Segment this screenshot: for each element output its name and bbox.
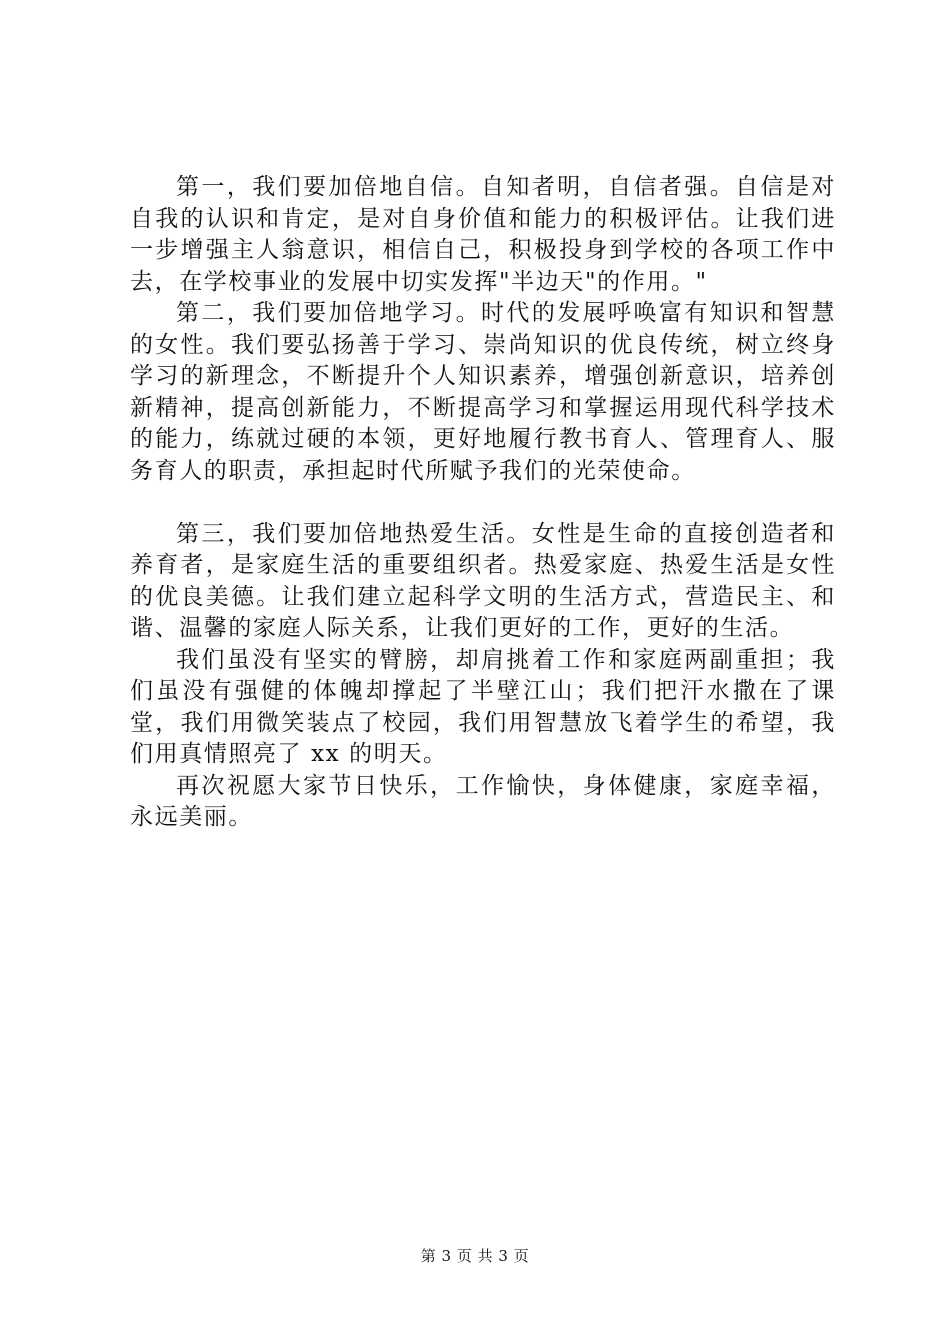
paragraph-confidence: 第一，我们要加倍地自信。自知者明，自信者强。自信是对自我的认识和肯定，是对自身价值和能力的积极评估。让我们进一步增强主人翁意识，相信自己，积极投身到学校的各项工作中去，在学校事业的发展中切实发挥"半边天"的作用。" (130, 174, 836, 295)
paragraph-shoulders: 我们虽没有坚实的臂膀，却肩挑着工作和家庭两副重担；我们虽没有强健的体魄却撑起了半壁江山；我们把汗水撒在了课堂，我们用微笑装点了校园，我们用智慧放飞着学生的希望，我们用真情照亮了 xx 的明天。 (130, 646, 836, 767)
document-body (130, 172, 836, 834)
paragraph-love-life: 第三，我们要加倍地热爱生活。女性是生命的直接创造者和养育者，是家庭生活的重要组织者。热爱家庭、热爱生活是女性的优良美德。让我们建立起科学文明的生活方式，营造民主、和谐、温馨的家庭人际关系，让我们更好的工作，更好的生活。 (130, 520, 836, 641)
page-number-footer: 第 3 页 共 3 页 (420, 1247, 530, 1265)
paragraph-learning: 第二，我们要加倍地学习。时代的发展呼唤富有知识和智慧的女性。我们要弘扬善于学习、崇尚知识的优良传统，树立终身学习的新理念，不断提升个人知识素养，增强创新意识，培养创新精神，提高创新能力，不断提高学习和掌握运用现代科学技术的能力，练就过硬的本领，更好地履行教书育人、管理育人、服务育人的职责，承担起时代所赋予我们的光荣使命。 (130, 300, 836, 484)
paragraph-wishes: 再次祝愿大家节日快乐，工作愉快，身体健康，家庭幸福，永远美丽。 (130, 772, 836, 830)
